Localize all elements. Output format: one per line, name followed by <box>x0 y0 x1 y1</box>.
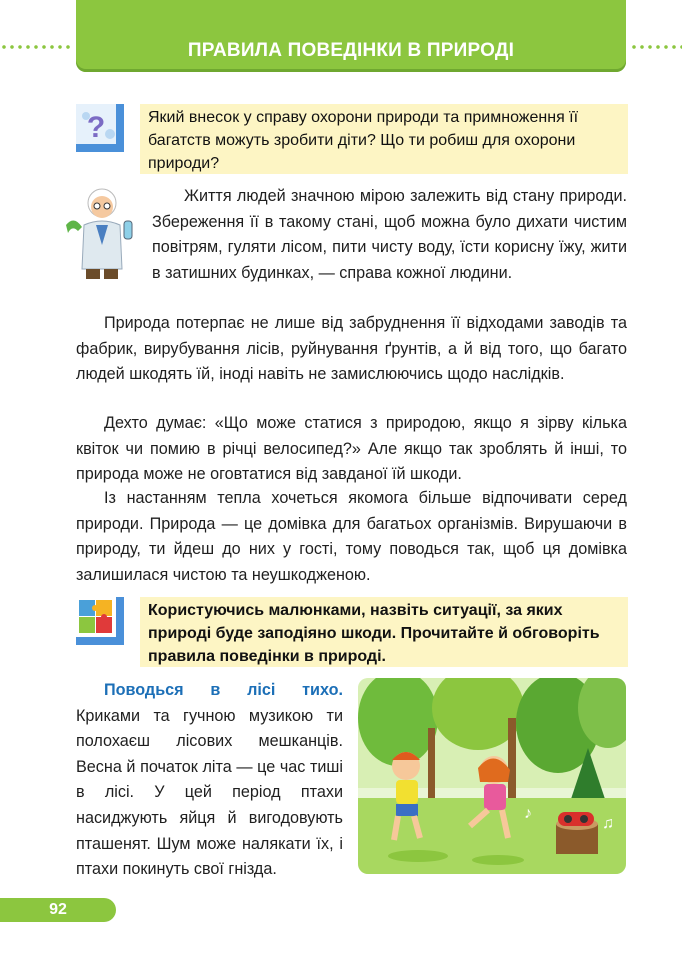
intro-paragraph <box>152 184 627 286</box>
svg-text:♫: ♫ <box>602 815 614 832</box>
page-number: 92 <box>49 901 67 918</box>
body-paragraph-3: Із настанням тепла хочеться якомога більше відпочивати серед природи. Природа — це домівка для багатьох організмів. Вирушаючи в природу, ти йдеш до них у гості, тому поводься так, щоб ця домівка залишилася чистою та неушкодженою. <box>76 489 627 584</box>
task-text: Користуючись малюнками, назвіть ситуації, за яких природі буде заподіяно шкоди. Прочитайте й обговоріть правила поведінки в природі. <box>148 602 600 665</box>
rule-title: Поводься в лісі тихо. <box>104 681 343 699</box>
forest-illustration <box>358 678 626 874</box>
section-header <box>76 0 626 72</box>
header-dots-left <box>0 44 74 50</box>
question-mark-icon <box>76 104 124 152</box>
svg-text:♪: ♪ <box>524 805 532 822</box>
rule-text: Криками та гучною музикою ти полохаєш лісових мешканців. Весна й початок літа — це час тиші в лісі. У цей період птахи насиджують яйця й вигодовують пташенят. Шум може налякати їх, і птахи покинуть свої гнізда. <box>76 706 343 879</box>
question-box <box>140 104 628 174</box>
header-dots-right <box>630 44 682 50</box>
svg-text:?: ? <box>86 111 106 144</box>
rule-paragraph <box>76 678 343 883</box>
page-number-tab <box>0 898 116 922</box>
intro-text: Життя людей значною мірою залежить від стану природи. Збереження її в такому стані, щоб можна було дихати чистим повітрям, гуляти лісом, пити чисту воду, їсти корисну їжу, жити в затишних будинках, — справа кожної людини. <box>152 187 627 282</box>
body-paragraph-2: Дехто думає: «Що може статися з природою, якщо я зірву кілька квіток чи помию в річці велосипед?» Але якщо так зроблять й інші, то природа може не оговтатися від завданої їй шкоди. <box>76 414 627 484</box>
puzzle-icon <box>76 597 124 645</box>
task-box <box>140 597 628 667</box>
body-paragraph-1: Природа потерпає не лише від забруднення її відходами заводів та фабрик, вирубування лісів, руйнування ґрунтів, а й від того, що багато людей шкодять їй, іноді навіть не замислюючись щодо наслідків. <box>76 314 627 384</box>
scientist-character <box>62 185 142 283</box>
question-text: Який внесок у справу охорони природи та примноження її багатств можуть зробити діти? Що ти робиш для охорони природи? <box>148 109 579 172</box>
page-title: ПРАВИЛА ПОВЕДІНКИ В ПРИРОДІ <box>187 40 515 61</box>
